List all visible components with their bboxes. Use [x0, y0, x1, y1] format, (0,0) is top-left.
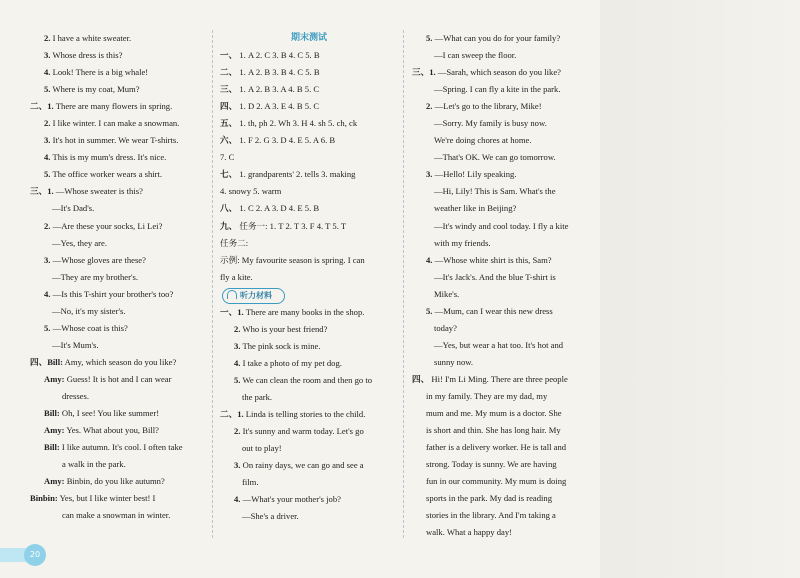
final-test-line — [220, 115, 398, 132]
item-number: Amy: — [44, 476, 65, 487]
left-column-line — [30, 132, 210, 149]
right-column-line — [412, 81, 588, 98]
item-text: —Let's go to the library, Mike! — [434, 101, 542, 112]
item-text: —Sarah, which season do you like? — [437, 67, 561, 78]
item-text: —No, it's my sister's. — [52, 305, 126, 316]
item-text: —What's your mother's job? — [242, 494, 341, 505]
right-column-line — [412, 371, 588, 388]
item-text: Who is your best friend? — [242, 323, 328, 334]
item-text: mum and me. My mum is a doctor. She — [426, 408, 562, 419]
left-column-line — [30, 183, 210, 200]
item-number: 2. — [44, 220, 51, 231]
item-text: I like winter. I can make a snowman. — [52, 118, 180, 129]
item-text: Amy, which season do you like? — [64, 356, 177, 367]
item-text: fly a kite. — [220, 271, 253, 282]
item-text: the park. — [242, 391, 273, 402]
item-text: —Hello! Lily speaking. — [434, 169, 517, 180]
listening-line — [220, 457, 398, 474]
final-test-line — [220, 218, 398, 235]
right-column-line — [412, 30, 588, 47]
item-number: 四、 — [220, 101, 238, 112]
item-text: —Sorry. My family is busy now. — [434, 118, 547, 129]
item-number: 3. — [44, 50, 51, 61]
final-test-line — [220, 252, 398, 269]
item-text: Yes, but I like winter best! I — [59, 493, 156, 504]
item-text: —Is this T-shirt your brother's too? — [52, 288, 174, 299]
item-number: Bill: — [44, 442, 60, 453]
right-column-line — [412, 388, 588, 405]
item-text: —Whose white shirt is this, Sam? — [434, 254, 552, 265]
item-number: 七、 — [220, 169, 238, 180]
item-text: 1. A 2. B 3. B 4. C 5. B — [239, 67, 320, 78]
right-column-line — [412, 183, 588, 200]
headphone-icon — [227, 290, 237, 299]
left-column-line — [30, 371, 210, 388]
item-text: 1. C 2. A 3. D 4. E 5. B — [239, 203, 320, 214]
left-column-line — [30, 269, 210, 286]
item-number: 5. — [44, 84, 51, 95]
right-column-line — [412, 473, 588, 490]
left-column-line — [30, 490, 210, 507]
item-number: 五、 — [220, 118, 238, 129]
final-test-line — [220, 98, 398, 115]
right-column-line — [412, 456, 588, 473]
item-number: 四、 — [412, 373, 430, 384]
item-number: 4. — [234, 357, 241, 368]
item-number: 5. — [44, 322, 51, 333]
item-text: Look! There is a big whale! — [52, 67, 149, 78]
left-column-line — [30, 218, 210, 235]
item-text: It's hot in summer. We wear T-shirts. — [52, 135, 179, 146]
left-column-line — [30, 473, 210, 490]
item-text: 1. F 2. G 3. D 4. E 5. A 6. B — [239, 135, 336, 146]
item-text: We're doing chores at home. — [434, 135, 532, 146]
column-divider — [212, 30, 213, 538]
item-text: There are many books in the shop. — [245, 306, 365, 317]
left-column-line — [30, 235, 210, 252]
item-text: —It's Mum's. — [52, 339, 99, 350]
item-text: —Yes, but wear a hat too. It's hot and — [434, 339, 564, 350]
item-number: 2. — [234, 323, 241, 334]
item-text: This is my mum's dress. It's nice. — [52, 152, 167, 163]
item-text: is short and thin. She has long hair. My — [426, 425, 561, 436]
item-number: 八、 — [220, 203, 238, 214]
item-number: 5. — [426, 33, 433, 43]
final-test-line — [220, 64, 398, 81]
listening-line — [220, 321, 398, 338]
item-number: 一、 — [220, 50, 238, 61]
item-text: —I can sweep the floor. — [434, 50, 517, 61]
listening-line — [220, 389, 398, 406]
left-column-line — [30, 422, 210, 439]
item-text: —Whose coat is this? — [52, 322, 128, 333]
listening-line — [220, 440, 398, 457]
item-number: 3. — [44, 254, 51, 265]
item-text: I have a white sweater. — [52, 33, 132, 43]
left-column-line — [30, 98, 210, 115]
item-text: The pink sock is mine. — [242, 340, 321, 351]
item-number: 4. — [234, 494, 241, 505]
left-column-line — [30, 64, 210, 81]
left-column-line — [30, 337, 210, 354]
right-column-line — [412, 149, 588, 166]
final-test-answers — [220, 47, 398, 286]
right-column-line — [412, 507, 588, 524]
final-test-line — [220, 149, 398, 166]
right-column-line — [412, 218, 588, 235]
item-text: weather like in Beijing? — [434, 203, 517, 214]
item-text: —Whose gloves are these? — [52, 254, 146, 265]
right-column-line — [412, 64, 588, 81]
left-column-line — [30, 252, 210, 269]
item-text: —Mum, can I wear this new dress — [434, 305, 553, 316]
item-number: 4. — [44, 288, 51, 299]
right-column-line — [412, 166, 588, 183]
item-text: Binbin, do you like autumn? — [66, 476, 165, 487]
item-number: 4. — [44, 152, 51, 163]
left-column-line — [30, 115, 210, 132]
item-text: Guess! It is hot and I can wear — [66, 373, 172, 384]
item-text: 1. th, ph 2. Wh 3. H 4. sh 5. ch, ck — [239, 118, 358, 129]
item-text: 1. A 2. B 3. A 4. B 5. C — [239, 84, 320, 95]
left-column-line — [30, 30, 210, 47]
right-column-line — [412, 269, 588, 286]
item-text: sunny now. — [434, 356, 474, 367]
left-column-line — [30, 507, 210, 524]
item-number: 一、1. — [220, 306, 244, 317]
listening-line — [220, 338, 398, 355]
item-number: 二、 — [220, 67, 238, 78]
item-number: 二、1. — [220, 409, 244, 420]
item-text: —Are these your socks, Li Lei? — [52, 220, 163, 231]
listening-material-label: 听力材料 — [240, 290, 272, 300]
answer-column-right — [412, 30, 588, 541]
right-column-line — [412, 303, 588, 320]
item-text: 4. snowy 5. warm — [220, 186, 282, 197]
left-column-line — [30, 47, 210, 64]
item-number: 四、Bill: — [30, 356, 63, 367]
final-test-line — [220, 81, 398, 98]
item-number: 2. — [234, 426, 241, 437]
listening-line — [220, 355, 398, 372]
item-text: with my friends. — [434, 237, 491, 248]
item-number: 三、1. — [30, 186, 54, 197]
item-text: The office worker wears a shirt. — [52, 169, 163, 180]
item-number: 5. — [234, 374, 241, 385]
item-text: —They are my brother's. — [52, 271, 139, 282]
item-number: Bill: — [44, 408, 60, 419]
right-column-line — [412, 200, 588, 217]
item-number: 3. — [234, 340, 241, 351]
final-test-line — [220, 47, 398, 64]
item-number: 4. — [44, 67, 51, 78]
final-test-line — [220, 183, 398, 200]
right-column-line — [412, 115, 588, 132]
item-text: —She's a driver. — [242, 511, 299, 522]
item-number: Amy: — [44, 425, 65, 436]
item-number: 3. — [44, 135, 51, 146]
left-column-line — [30, 286, 210, 303]
item-number: 5. — [44, 169, 51, 180]
item-text: —Whose sweater is this? — [55, 186, 143, 197]
item-text: On rainy days, we can go and see a — [242, 460, 364, 471]
right-column-line — [412, 47, 588, 64]
listening-line — [220, 508, 398, 525]
right-column-line — [412, 320, 588, 337]
item-text: —Spring. I can fly a kite in the park. — [434, 84, 561, 95]
left-column-line — [30, 149, 210, 166]
item-text: Yes. What about you, Bill? — [66, 425, 159, 436]
listening-material-badge — [222, 288, 285, 304]
item-text: in my family. They are my dad, my — [426, 390, 548, 401]
right-column-line — [412, 422, 588, 439]
item-text: —It's windy and cool today. I fly a kite — [434, 220, 569, 231]
page-number: 20 — [24, 544, 46, 566]
listening-line — [220, 372, 398, 389]
item-text: out to play! — [242, 443, 282, 454]
item-text: 示例: My favourite season is spring. I can — [220, 254, 365, 265]
item-number: Amy: — [44, 373, 65, 384]
item-text: 1. grandparents' 2. tells 3. making — [239, 169, 356, 180]
item-text: 7. C — [220, 152, 235, 163]
item-text: 任务二: — [220, 237, 249, 248]
left-column-line — [30, 354, 210, 371]
listening-line — [220, 474, 398, 491]
listening-script-part1 — [220, 304, 398, 526]
item-text: film. — [242, 477, 259, 488]
left-column-line — [30, 81, 210, 98]
final-test-line — [220, 200, 398, 217]
page-edge-shading — [600, 0, 800, 578]
right-column-line — [412, 524, 588, 541]
right-column-line — [412, 235, 588, 252]
item-text: stories in the library. And I'm taking a — [426, 510, 556, 521]
item-number: 三、1. — [412, 67, 436, 78]
left-column-line — [30, 166, 210, 183]
listening-line — [220, 423, 398, 440]
item-text: strong. Today is sunny. We are having — [426, 459, 557, 470]
right-column-line — [412, 490, 588, 507]
final-test-line — [220, 235, 398, 252]
listening-line — [220, 304, 398, 321]
item-text: Mike's. — [434, 288, 460, 299]
answer-column-left — [30, 30, 210, 524]
item-text: can make a snowman in winter. — [62, 510, 171, 521]
item-text: —Hi, Lily! This is Sam. What's the — [434, 186, 556, 197]
item-number: 5. — [426, 305, 433, 316]
item-number: 三、 — [220, 84, 238, 95]
right-column-line — [412, 286, 588, 303]
item-text: Oh, I see! You like summer! — [61, 408, 160, 419]
item-text: today? — [434, 322, 457, 333]
item-text: 任务一: 1. T 2. T 3. F 4. T 5. T — [239, 220, 347, 231]
item-number: 六、 — [220, 135, 238, 146]
left-column-line — [30, 388, 210, 405]
item-text: I like autumn. It's cool. I often take — [61, 442, 183, 453]
item-number: 2. — [44, 33, 51, 43]
item-number: 2. — [426, 101, 433, 112]
item-number: 4. — [426, 254, 433, 265]
item-number: 九、 — [220, 220, 238, 231]
item-number: 3. — [234, 460, 241, 471]
right-column-line — [412, 405, 588, 422]
final-test-line — [220, 269, 398, 286]
right-column-line — [412, 439, 588, 456]
left-column-line — [30, 405, 210, 422]
right-column-line — [412, 252, 588, 269]
final-test-line — [220, 166, 398, 183]
listening-line — [220, 406, 398, 423]
item-text: I take a photo of my pet dog. — [242, 357, 342, 368]
item-text: Where is my coat, Mum? — [52, 84, 140, 95]
left-column-line — [30, 456, 210, 473]
item-text: walk. What a happy day! — [426, 527, 512, 538]
item-text: a walk in the park. — [62, 459, 126, 470]
item-number: 2. — [44, 118, 51, 129]
left-column-line — [30, 320, 210, 337]
item-text: dresses. — [62, 390, 89, 401]
left-column-line — [30, 303, 210, 320]
item-text: —What can you do for your family? — [434, 33, 561, 43]
item-text: —Yes, they are. — [52, 237, 107, 248]
item-text: sports in the park. My dad is reading — [426, 493, 553, 504]
answer-column-middle — [220, 30, 398, 525]
section-title: 期末测试 — [290, 33, 327, 43]
item-text: —That's OK. We can go tomorrow. — [434, 152, 556, 163]
item-text: Hi! I'm Li Ming. There are three people — [431, 373, 568, 384]
left-column-line — [30, 439, 210, 456]
item-number: 3. — [426, 169, 433, 180]
item-text: 1. D 2. A 3. E 4. B 5. C — [239, 101, 320, 112]
right-column-line — [412, 337, 588, 354]
column-divider — [403, 30, 404, 538]
item-text: Whose dress is this? — [52, 50, 123, 61]
item-text: There are many flowers in spring. — [55, 101, 173, 112]
right-column-line — [412, 98, 588, 115]
item-text: —It's Dad's. — [52, 203, 95, 214]
item-text: 1. A 2. C 3. B 4. C 5. B — [239, 50, 320, 61]
right-column-line — [412, 132, 588, 149]
item-text: fun in our community. My mum is doing — [426, 476, 567, 487]
right-column-line — [412, 354, 588, 371]
item-text: We can clean the room and then go to — [242, 374, 373, 385]
item-text: It's sunny and warm today. Let's go — [242, 426, 364, 437]
item-text: —It's Jack's. And the blue T-shirt is — [434, 271, 556, 282]
item-number: 二、1. — [30, 101, 54, 112]
listening-line — [220, 491, 398, 508]
item-number: Binbin: — [30, 493, 58, 504]
item-text: Linda is telling stories to the child. — [245, 409, 366, 420]
left-column-line — [30, 200, 210, 217]
item-text: father is a delivery worker. He is tall and — [426, 442, 567, 453]
final-test-line — [220, 132, 398, 149]
